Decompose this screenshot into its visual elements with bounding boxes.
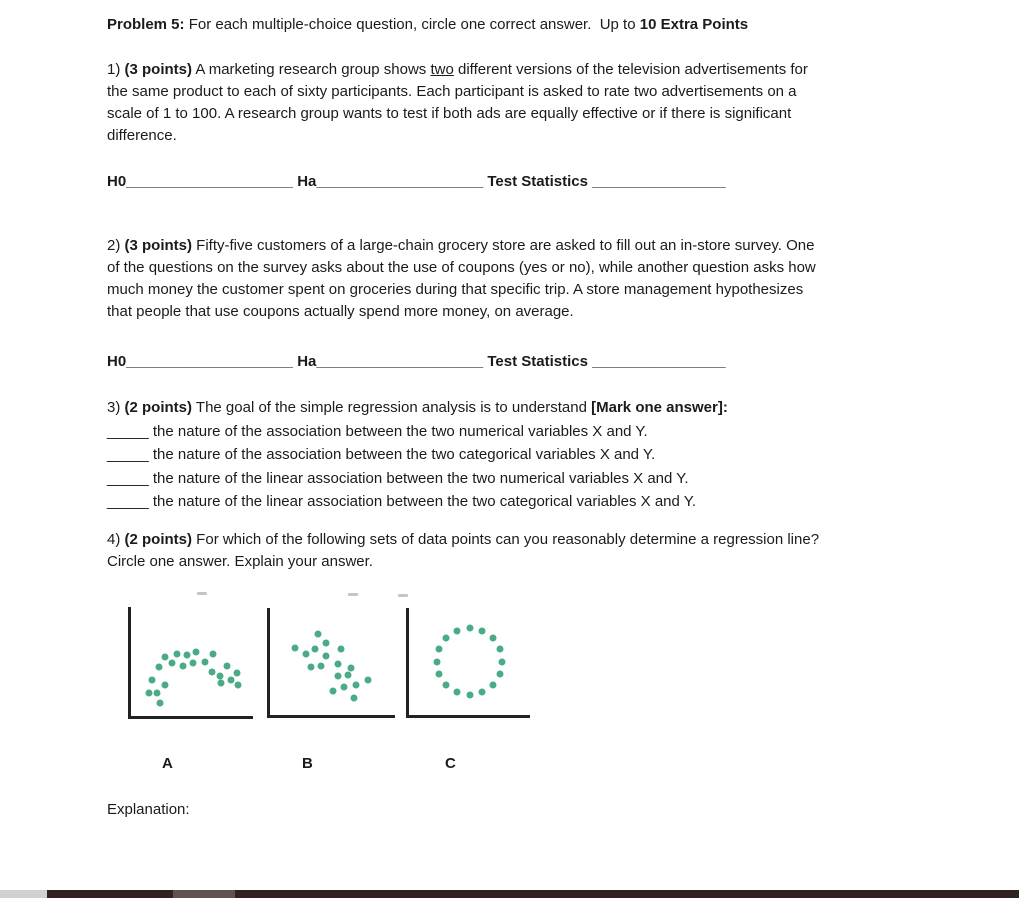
text-segment: (2 points): [124, 531, 193, 548]
scatter-dot: [161, 682, 168, 689]
scatter-dot: [433, 658, 440, 665]
scatter-dot: [224, 662, 231, 669]
scatter-dot: [329, 688, 336, 695]
text-line: [107, 59, 808, 81]
text-segment: 3): [107, 399, 125, 416]
scatter-dot: [348, 664, 355, 671]
scatter-dot: [157, 699, 164, 706]
text-segment: 4): [107, 531, 125, 548]
question-3-text: [107, 396, 728, 514]
scatter-dot: [208, 669, 215, 676]
text-line: [107, 351, 726, 373]
scatter-dot: [302, 651, 309, 658]
taskbar-segment: [173, 890, 235, 898]
text-segment: _____ the nature of the linear association between the two categorical variables X and Y.: [107, 493, 697, 510]
scatter-dot: [323, 653, 330, 660]
scatter-dot: [489, 635, 496, 642]
taskbar-segment: [235, 890, 1019, 898]
cropped-text-artifact: [197, 592, 207, 595]
text-line: [107, 235, 816, 257]
scatter-plot-b: [267, 608, 395, 718]
text-segment: that people that use coupons actually spend more money, on average.: [107, 303, 574, 320]
text-segment: difference.: [107, 127, 177, 144]
text-line: [107, 396, 728, 420]
text-line: [107, 257, 816, 279]
scatter-dot: [489, 681, 496, 688]
plot-label-a: A: [162, 755, 173, 772]
scatter-dot: [318, 662, 325, 669]
scatter-dot: [234, 670, 241, 677]
text-segment: A marketing research group shows: [192, 61, 431, 78]
scatter-dot: [436, 671, 443, 678]
text-segment: 10 Extra Points: [639, 16, 749, 33]
taskbar-segment: [0, 890, 47, 898]
hypothesis-blanks-line-1: [107, 171, 726, 193]
scatter-dot: [209, 650, 216, 657]
text-segment: Circle one answer. Explain your answer.: [107, 553, 373, 570]
text-segment: different versions of the television advertisements for: [453, 61, 808, 78]
scatter-dot: [466, 691, 473, 698]
scatter-dot: [443, 635, 450, 642]
scatter-dot: [169, 659, 176, 666]
scatter-dot: [153, 689, 160, 696]
bottom-taskbar-strip: [0, 890, 1019, 898]
scatter-dot: [344, 672, 351, 679]
scatter-dot: [496, 671, 503, 678]
text-segment: _____ the nature of the association between the two numerical variables X and Y.: [107, 422, 648, 440]
scatter-dot: [454, 627, 461, 634]
text-segment: of the questions on the survey asks about the use of coupons (yes or no), while another question asks how: [107, 259, 816, 276]
text-segment: For which of the following sets of data points can you reasonably determine a regression line?: [192, 531, 820, 548]
scatter-dot: [334, 673, 341, 680]
text-segment: (3 points): [124, 237, 193, 254]
plot-label-b: B: [302, 755, 313, 772]
scatter-dot: [443, 681, 450, 688]
cropped-text-artifact: [348, 593, 358, 596]
text-segment: Fifty-five customers of a large-chain grocery store are asked to fill out an in-store survey. One: [192, 237, 815, 254]
text-segment: (2 points): [124, 399, 193, 416]
text-line: [107, 551, 819, 573]
text-segment: _____ the nature of the linear association between the two numerical variables X and Y.: [107, 469, 689, 487]
scatter-dot: [162, 654, 169, 661]
text-segment: much money the customer spent on groceries during that specific trip. A store management hypothesizes: [107, 281, 804, 298]
text-line: [107, 443, 728, 467]
scatter-dot: [218, 680, 225, 687]
scatter-dot: [217, 672, 224, 679]
scatter-dot: [454, 689, 461, 696]
scatter-plot-a: [128, 607, 253, 719]
text-line: [107, 14, 748, 36]
scatter-dot: [173, 650, 180, 657]
text-segment: 1): [107, 61, 125, 78]
scatter-dot: [496, 645, 503, 652]
scatter-dot: [353, 682, 360, 689]
scatter-dot: [350, 694, 357, 701]
plot-label-c: C: [445, 755, 456, 772]
text-segment: _____ the nature of the association between the two categorical variables X and Y.: [107, 446, 656, 463]
text-segment: H0____________________ Ha____________________ Test Statistics ________________: [107, 173, 726, 190]
scatter-dot: [478, 689, 485, 696]
scatter-dot: [180, 662, 187, 669]
text-line: [107, 81, 808, 103]
scatter-dot: [146, 690, 153, 697]
text-line: [107, 301, 816, 323]
scatter-dot: [292, 644, 299, 651]
text-line: [107, 467, 728, 491]
explanation-label: Explanation:: [107, 801, 190, 818]
text-line: [107, 420, 728, 444]
text-line: [107, 529, 819, 551]
text-line: [107, 103, 808, 125]
text-line: [107, 171, 726, 193]
scatter-dot: [436, 645, 443, 652]
text-line: [107, 125, 808, 147]
scatter-dot: [312, 645, 319, 652]
scatter-dot: [234, 682, 241, 689]
text-segment: the same product to each of sixty participants. Each participant is asked to rate two advertisements on a: [107, 83, 797, 100]
scatter-dot: [323, 640, 330, 647]
text-segment: (3 points): [124, 61, 193, 78]
scatter-dot: [340, 684, 347, 691]
scatter-dot: [466, 625, 473, 632]
text-segment: For each multiple-choice question, circle one correct answer. Up to: [184, 16, 640, 33]
scatter-dot: [314, 631, 321, 638]
cropped-text-artifact: [398, 594, 408, 597]
taskbar-segment: [47, 890, 173, 898]
scatter-dot: [190, 659, 197, 666]
scatter-dot: [202, 658, 209, 665]
scatter-dot: [156, 663, 163, 670]
scatter-dot: [149, 677, 156, 684]
scatter-dot: [335, 660, 342, 667]
scatter-dot: [184, 651, 191, 658]
text-segment: 2): [107, 237, 125, 254]
scatter-dot: [192, 648, 199, 655]
question-4-text: [107, 529, 819, 573]
text-segment: [Mark one answer]:: [591, 399, 728, 416]
text-line: [107, 490, 728, 514]
text-line: [107, 279, 816, 301]
scatter-dot: [338, 645, 345, 652]
scatter-dot: [228, 677, 235, 684]
question-1-text: [107, 59, 808, 147]
text-segment: scale of 1 to 100. A research group wants to test if both ads are equally effective or if there is significant: [107, 105, 792, 122]
text-segment: two: [430, 61, 454, 78]
scatter-dot: [478, 627, 485, 634]
scatter-dot: [307, 663, 314, 670]
scatter-dot: [499, 658, 506, 665]
question-2-text: [107, 235, 816, 323]
text-segment: The goal of the simple regression analysis is to understand: [192, 399, 592, 416]
scatter-plot-c: [406, 608, 530, 718]
text-segment: Problem 5:: [107, 16, 185, 33]
text-segment: H0____________________ Ha____________________ Test Statistics ________________: [107, 353, 726, 370]
hypothesis-blanks-line-2: [107, 351, 726, 373]
problem-title: [107, 14, 748, 36]
scatter-dot: [364, 676, 371, 683]
